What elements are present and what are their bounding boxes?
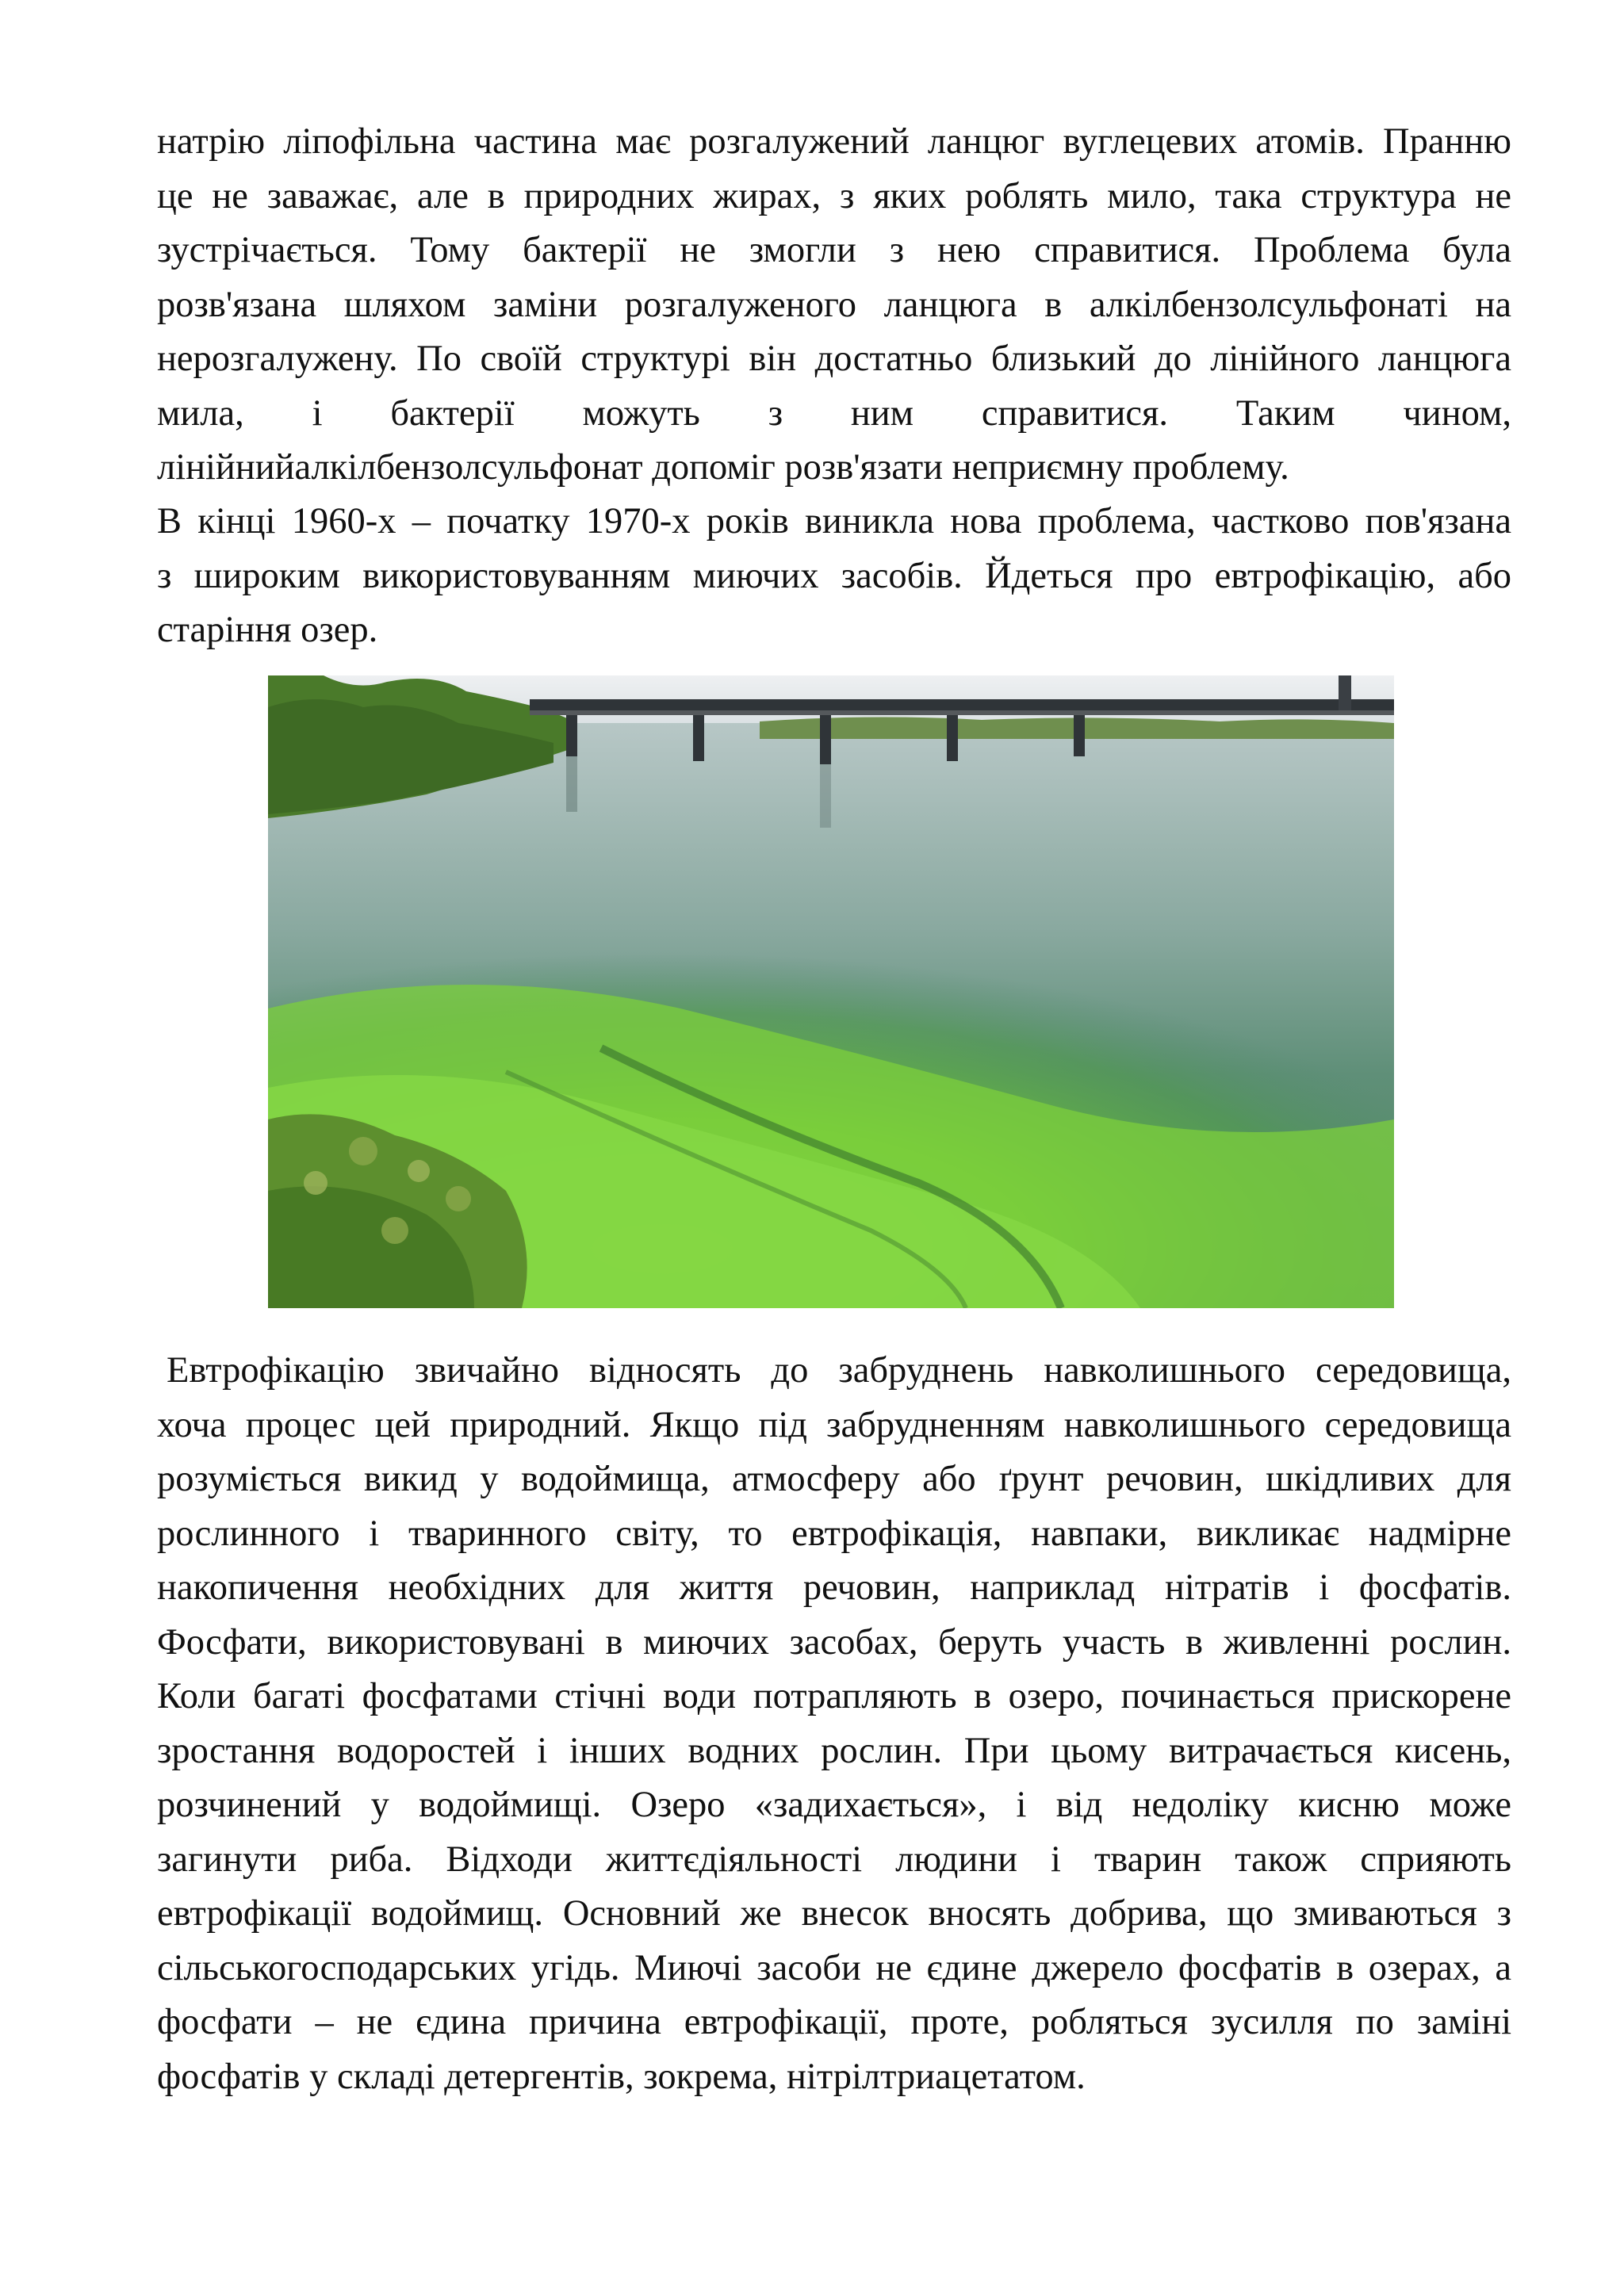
text-line: фосфати – не єдина причина евтрофікації, проте, робляться зусилля по заміні (157, 2002, 1511, 2042)
text-line: зустрічається. Тому бактерії не змогли з нею справитися. Проблема була (157, 230, 1511, 270)
text-line: фосфатів у складі детергентів, зокрема, нітрілтриацетатом. (157, 2056, 1086, 2097)
text-line: розчинений у водоймищі. Озеро «задихається», і від недоліку кисню може (157, 1785, 1511, 1825)
text-line: натрію ліпофільна частина має розгалужений ланцюг вуглецевих атомів. Пранню (157, 121, 1511, 162)
text-line: накопичення необхідних для життя речовин, наприклад нітратів і фосфатів. (157, 1567, 1511, 1608)
paragraph-2 (157, 495, 1511, 658)
text-line: лінійнийалкілбензолсульфонат допоміг розв'язати неприємну проблему. (157, 447, 1289, 488)
text-line: розв'язана шляхом заміни розгалуженого ланцюга в алкілбензолсульфонаті на (157, 284, 1511, 325)
text-line: це не заважає, але в природних жирах, з яких роблять мило, така структура не (157, 175, 1511, 216)
river-algae-bloom-photo (268, 675, 1394, 1308)
text-line: розуміється викид у водоймища, атмосферу або ґрунт речовин, шкідливих для (157, 1459, 1511, 1499)
text-line: хоча процес цей природний. Якщо під забрудненням навколишнього середовища (157, 1404, 1511, 1445)
text-line: загинути риба. Відходи життєдіяльності людини і тварин також сприяють (157, 1839, 1511, 1880)
text-line: евтрофікації водоймищ. Основний же внесок вносять добрива, що змиваються з (157, 1893, 1511, 1934)
text-line: Евтрофікацію звичайно відносять до забруднень навколишнього середовища, (167, 1350, 1511, 1391)
text-line: мила, і бактерії можуть з ним справитися. Таким чином, (157, 392, 1511, 434)
paragraph-3 (157, 1344, 1511, 2104)
text-line: рослинного і тваринного світу, то евтрофікація, навпаки, викликає надмірне (157, 1513, 1511, 1554)
text-line: Фосфати, використовувані в миючих засобах, беруть участь в живленні рослин. (157, 1621, 1511, 1663)
text-line: зростання водоростей і інших водних рослин. При цьому витрачається кисень, (157, 1730, 1511, 1771)
text-line: Коли багаті фосфатами стічні води потрапляють в озеро, починається прискорене (157, 1676, 1511, 1716)
text-line: старіння озер. (157, 610, 378, 650)
text-line: з широким використовуванням миючих засобів. Йдеться про евтрофікацію, або (157, 555, 1511, 596)
photo-illustration (268, 675, 1394, 1308)
text-line: сільськогосподарських угідь. Миючі засоби не єдине джерело фосфатів в озерах, а (157, 1947, 1511, 1988)
paragraph-1 (157, 115, 1511, 496)
text-line: В кінці 1960-х – початку 1970-х років виникла нова проблема, частково пов'язана (157, 501, 1511, 541)
text-line: нерозгалужену. По своїй структурі він достатньо близький до лінійного ланцюга (157, 339, 1511, 379)
